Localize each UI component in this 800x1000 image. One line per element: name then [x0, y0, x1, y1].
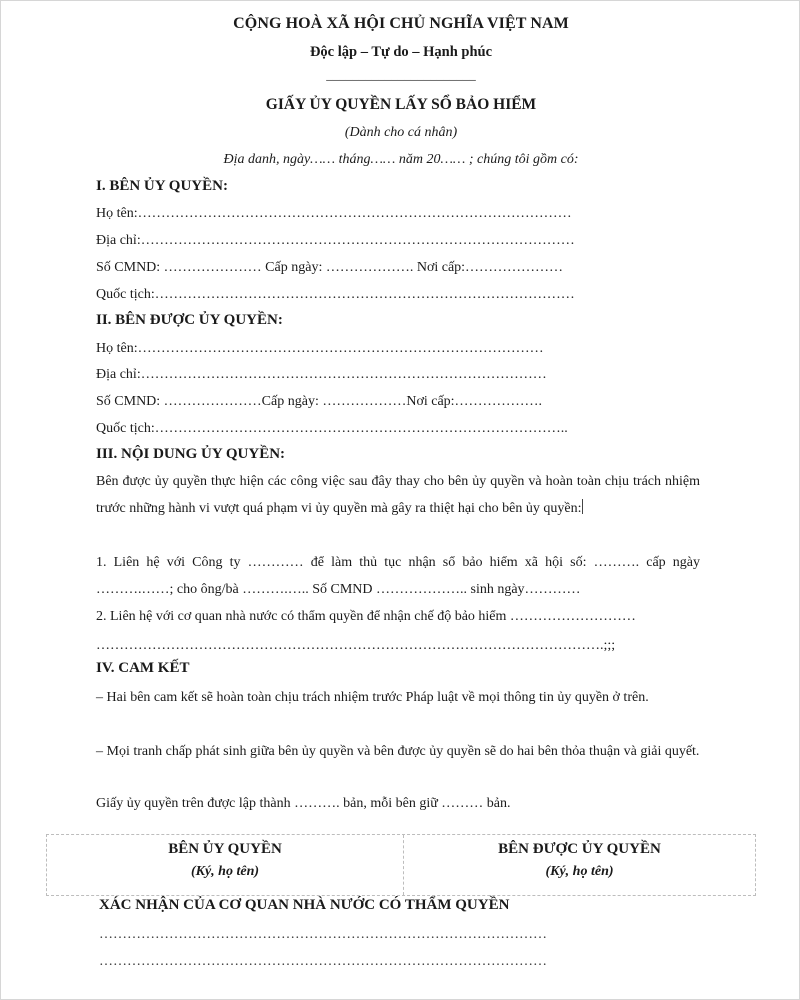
- grantee-signature-cell[interactable]: [404, 835, 755, 895]
- content-intro-text: Bên được ủy quyền thực hiện các công việc sau đây thay cho bên ủy quyền và hoàn toàn chịu trách nhiệm trước những hành vi vượt quá phạm vi ủy quyền mà gây ra thiệt hại cho bên ủy quyền:: [96, 474, 700, 516]
- grantee-address-line[interactable]: Địa chỉ:……………………………………………………………………………: [96, 367, 547, 382]
- signature-table: [46, 834, 756, 896]
- content-item-1[interactable]: 1. Liên hệ với Công ty ………… để làm thủ tục nhận sổ bảo hiểm xã hội số: ………. cấp ngày ……….……; cho ông/bà ……….….. Số CMND ……………….. sinh ngày…………: [96, 555, 700, 597]
- section-grantor-heading: I. BÊN ỦY QUYỀN:: [96, 178, 228, 194]
- grantee-id-line[interactable]: Số CMND: …………………Cấp ngày: ………………Nơi cấp:……………….: [96, 394, 543, 409]
- authority-confirmation-line-1[interactable]: ……………………………………………………………………………………: [99, 927, 547, 942]
- grantor-signature-title: BÊN ỦY QUYỀN: [168, 841, 282, 857]
- grantee-nationality-line[interactable]: Quốc tịch:……………………………………………………………………………..: [96, 421, 568, 436]
- commitment-paragraph-1: – Hai bên cam kết sẽ hoàn toàn chịu trách nhiệm trước Pháp luật về mọi thông tin ủy quyền ở trên.: [96, 690, 649, 705]
- section-content-heading: III. NỘI DUNG ỦY QUYỀN:: [96, 446, 286, 462]
- grantor-signature-cell[interactable]: [47, 835, 404, 895]
- grantee-name-line[interactable]: Họ tên:……………………………………………………………………………: [96, 341, 544, 356]
- place-date-line: Địa danh, ngày…… tháng…… năm 20…… ; chúng tôi gồm có:: [223, 152, 579, 167]
- grantee-signature-note: (Ký, họ tên): [545, 864, 614, 879]
- commitment-paragraph-3: Giấy ủy quyền trên được lập thành ………. bản, mỗi bên giữ ……… bản.: [96, 796, 511, 811]
- authority-confirmation-heading: XÁC NHẬN CỦA CƠ QUAN NHÀ NƯỚC CÓ THẨM QUYỀN: [99, 897, 510, 913]
- content-intro-paragraph[interactable]: [96, 468, 700, 522]
- authority-confirmation-line-2[interactable]: ……………………………………………………………………………………: [99, 954, 547, 969]
- nation-heading: CỘNG HOÀ XÃ HỘI CHỦ NGHĨA VIỆT NAM: [233, 15, 569, 32]
- header-divider: _______________________: [326, 67, 476, 82]
- grantor-nationality-line[interactable]: Quốc tịch:………………………………………………………………………………: [96, 287, 575, 302]
- section-commitment-heading: IV. CAM KẾT: [96, 660, 190, 676]
- content-item-2[interactable]: 2. Liên hệ với cơ quan nhà nước có thẩm quyền để nhận chế độ bảo hiểm ………………………: [96, 609, 636, 624]
- grantor-address-line[interactable]: Địa chỉ:…………………………………………………………………………………: [96, 233, 575, 248]
- commitment-paragraph-2: – Mọi tranh chấp phát sinh giữa bên ủy quyền và bên được ủy quyền sẽ do hai bên thỏa thuận và giải quyết.: [96, 744, 700, 759]
- section-grantee-heading: II. BÊN ĐƯỢC ỦY QUYỀN:: [96, 312, 283, 328]
- grantee-signature-title: BÊN ĐƯỢC ỦY QUYỀN: [498, 841, 661, 857]
- content-item-2-continuation[interactable]: ……………………………………………………………………………………………….;;;: [96, 638, 616, 653]
- document-subtitle: (Dành cho cá nhân): [344, 125, 458, 140]
- grantor-id-line[interactable]: Số CMND: ………………… Cấp ngày: ………………. Nơi cấp:…………………: [96, 260, 564, 275]
- grantor-signature-note: (Ký, họ tên): [190, 864, 260, 879]
- grantor-name-line[interactable]: Họ tên:…………………………………………………………………………………: [96, 206, 572, 221]
- text-cursor: [582, 499, 583, 514]
- document-title: GIẤY ỦY QUYỀN LẤY SỔ BẢO HIỂM: [265, 96, 537, 113]
- motto: Độc lập – Tự do – Hạnh phúc: [309, 44, 493, 60]
